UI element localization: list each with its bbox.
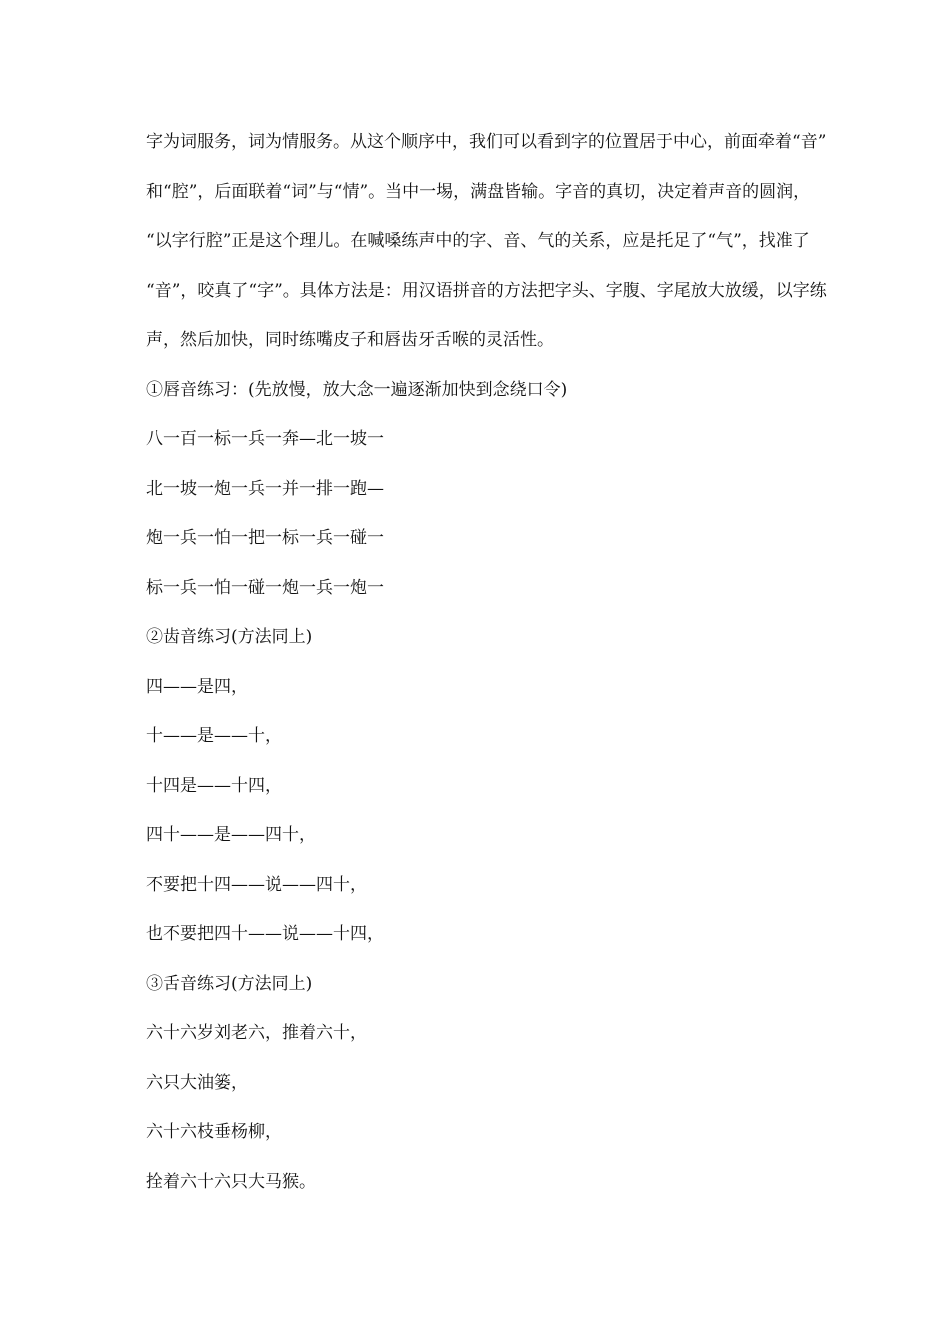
tongue-exercise-line-2: 六只大油篓， [146,1072,248,1093]
teeth-exercise-line-2: 十——是——十， [146,726,282,746]
teeth-sound-heading: ②齿音练习(方法同上) [146,627,313,647]
intro-line-3: “以字行腔”正是这个理儿。在喊嗓练声中的字、音、气的关系，应是托足了“气”，找准了 [146,231,810,251]
tongue-exercise-line-1: 六十六岁刘老六，推着六十， [146,1023,367,1043]
intro-line-4: “音”，咬真了“字”。具体方法是：用汉语拼音的方法把字头、字腹、字尾放大放缓，以字练 [146,280,827,301]
intro-line-1: 字为词服务，词为情服务。从这个顺序中，我们可以看到字的位置居于中心，前面牵着“音” [146,132,827,152]
tongue-sound-heading: ③舌音练习(方法同上) [146,973,313,994]
lip-exercise-line-4: 标一兵一怕一碰一炮一兵一炮一 [146,577,384,598]
lip-sound-heading: ①唇音练习：(先放慢，放大念一遍逐渐加快到念绕口令) [146,379,568,400]
lip-exercise-line-3: 炮一兵一怕一把一标一兵一碰一 [146,528,384,548]
teeth-exercise-line-4: 四十——是——四十， [146,825,316,845]
teeth-exercise-line-1: 四——是四， [146,676,248,697]
intro-line-2: 和“腔”，后面联着“词”与“情”。当中一埸，满盘皆输。字音的真切，决定着声音的圆润， [146,181,811,202]
tongue-exercise-line-4: 拴着六十六只大马猴。 [146,1171,316,1192]
teeth-exercise-line-5: 不要把十四——说——四十， [146,874,367,895]
teeth-exercise-line-3: 十四是——十四， [146,775,282,796]
lip-exercise-line-2: 北一坡一炮一兵一并一排一跑— [146,478,384,499]
teeth-exercise-line-6: 也不要把四十——说——十四， [146,924,384,944]
intro-line-5: 声，然后加快，同时练嘴皮子和唇齿牙舌喉的灵活性。 [146,330,554,350]
tongue-exercise-line-3: 六十六枝垂杨柳， [146,1122,282,1142]
document-body [146,118,827,1207]
lip-exercise-line-1: 八一百一标一兵一奔—北一坡一 [146,429,384,449]
